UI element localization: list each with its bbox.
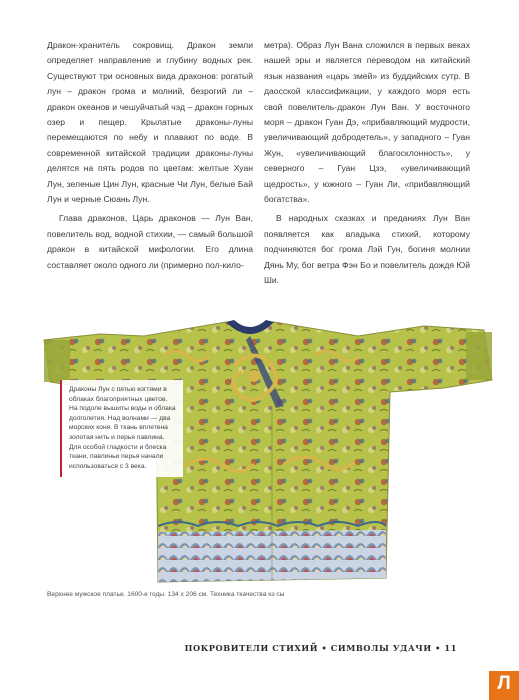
text-column-left <box>47 38 253 273</box>
text-column-right <box>264 38 470 289</box>
paragraph: В народных сказках и преданиях Лун Ван появляется как владыка стихий, которому подчиняются бог грома Лэй Гун, богиня молнии Дянь Му, бог ветра Фэн Бо и повелитель дождя Юй Ши. <box>264 213 470 286</box>
running-footer: ПОКРОВИТЕЛИ СТИХИЙ • СИМВОЛЫ УДАЧИ • 11 <box>184 643 457 653</box>
publisher-logo <box>489 671 519 700</box>
paragraph: Дракон-хранитель сокровищ. Дракон земли определяет направление и глубину водных рек. Существуют три основных вида драконов: рогатый лун – дракон грома и молний, безрогий ли – дракон океанов и чешуйчатый чэд – дракон горных озер и пещер. Крылатые драконы-луны перемещаются по небу и плавают по воде. В современной китайской традиции драконы-луны делятся на пять родов по цветам: желтые Хуан Лун, зеленые Цин Лун, красные Чи Лун, белые Бай Лун и черные Сюань Лун. <box>47 40 253 205</box>
paragraph: метра). Образ Лун Вана сложился в первых веках нашей эры и является переводом на китайский язык названия «царь змей» из буддийских сутр. В даосской классификации, у каждого моря есть свой повелитель-дракон Лун Ван. У восточного моря – дракон Гуан Дэ, «прибавляющий мудрости, увеличивающий добродетель», у западного – Гуан Жун, «увеличивающий благосклонность», у северного – Гуан Цзэ, «увеличивающий щедрость», у южного – Гуан Ли, «прибавляющий богатства». <box>264 40 470 205</box>
image-note: Драконы Лун с пятью когтями в облаках благоприятных цветов. На подоле вышиты воды и облака долголетия. Над волнами — два морских коня. В ткань вплетена золотая нить и перья павлина. Для особой гладкости и блеска ткани, павлиньи перья начали использоваться с 3 века. <box>60 380 183 477</box>
image-caption: Верхнее мужское платье. 1600-е годы. 134 х 206 см. Техника ткачества кэ сы <box>47 591 285 598</box>
paragraph: Глава драконов, Царь драконов — Лун Ван, повелитель вод, водной стихии, — самый большой дракон в китайской мифологии. Его длина составляет около одного ли (примерно пол-кило- <box>47 213 253 270</box>
logo-letter: Л <box>497 673 511 694</box>
